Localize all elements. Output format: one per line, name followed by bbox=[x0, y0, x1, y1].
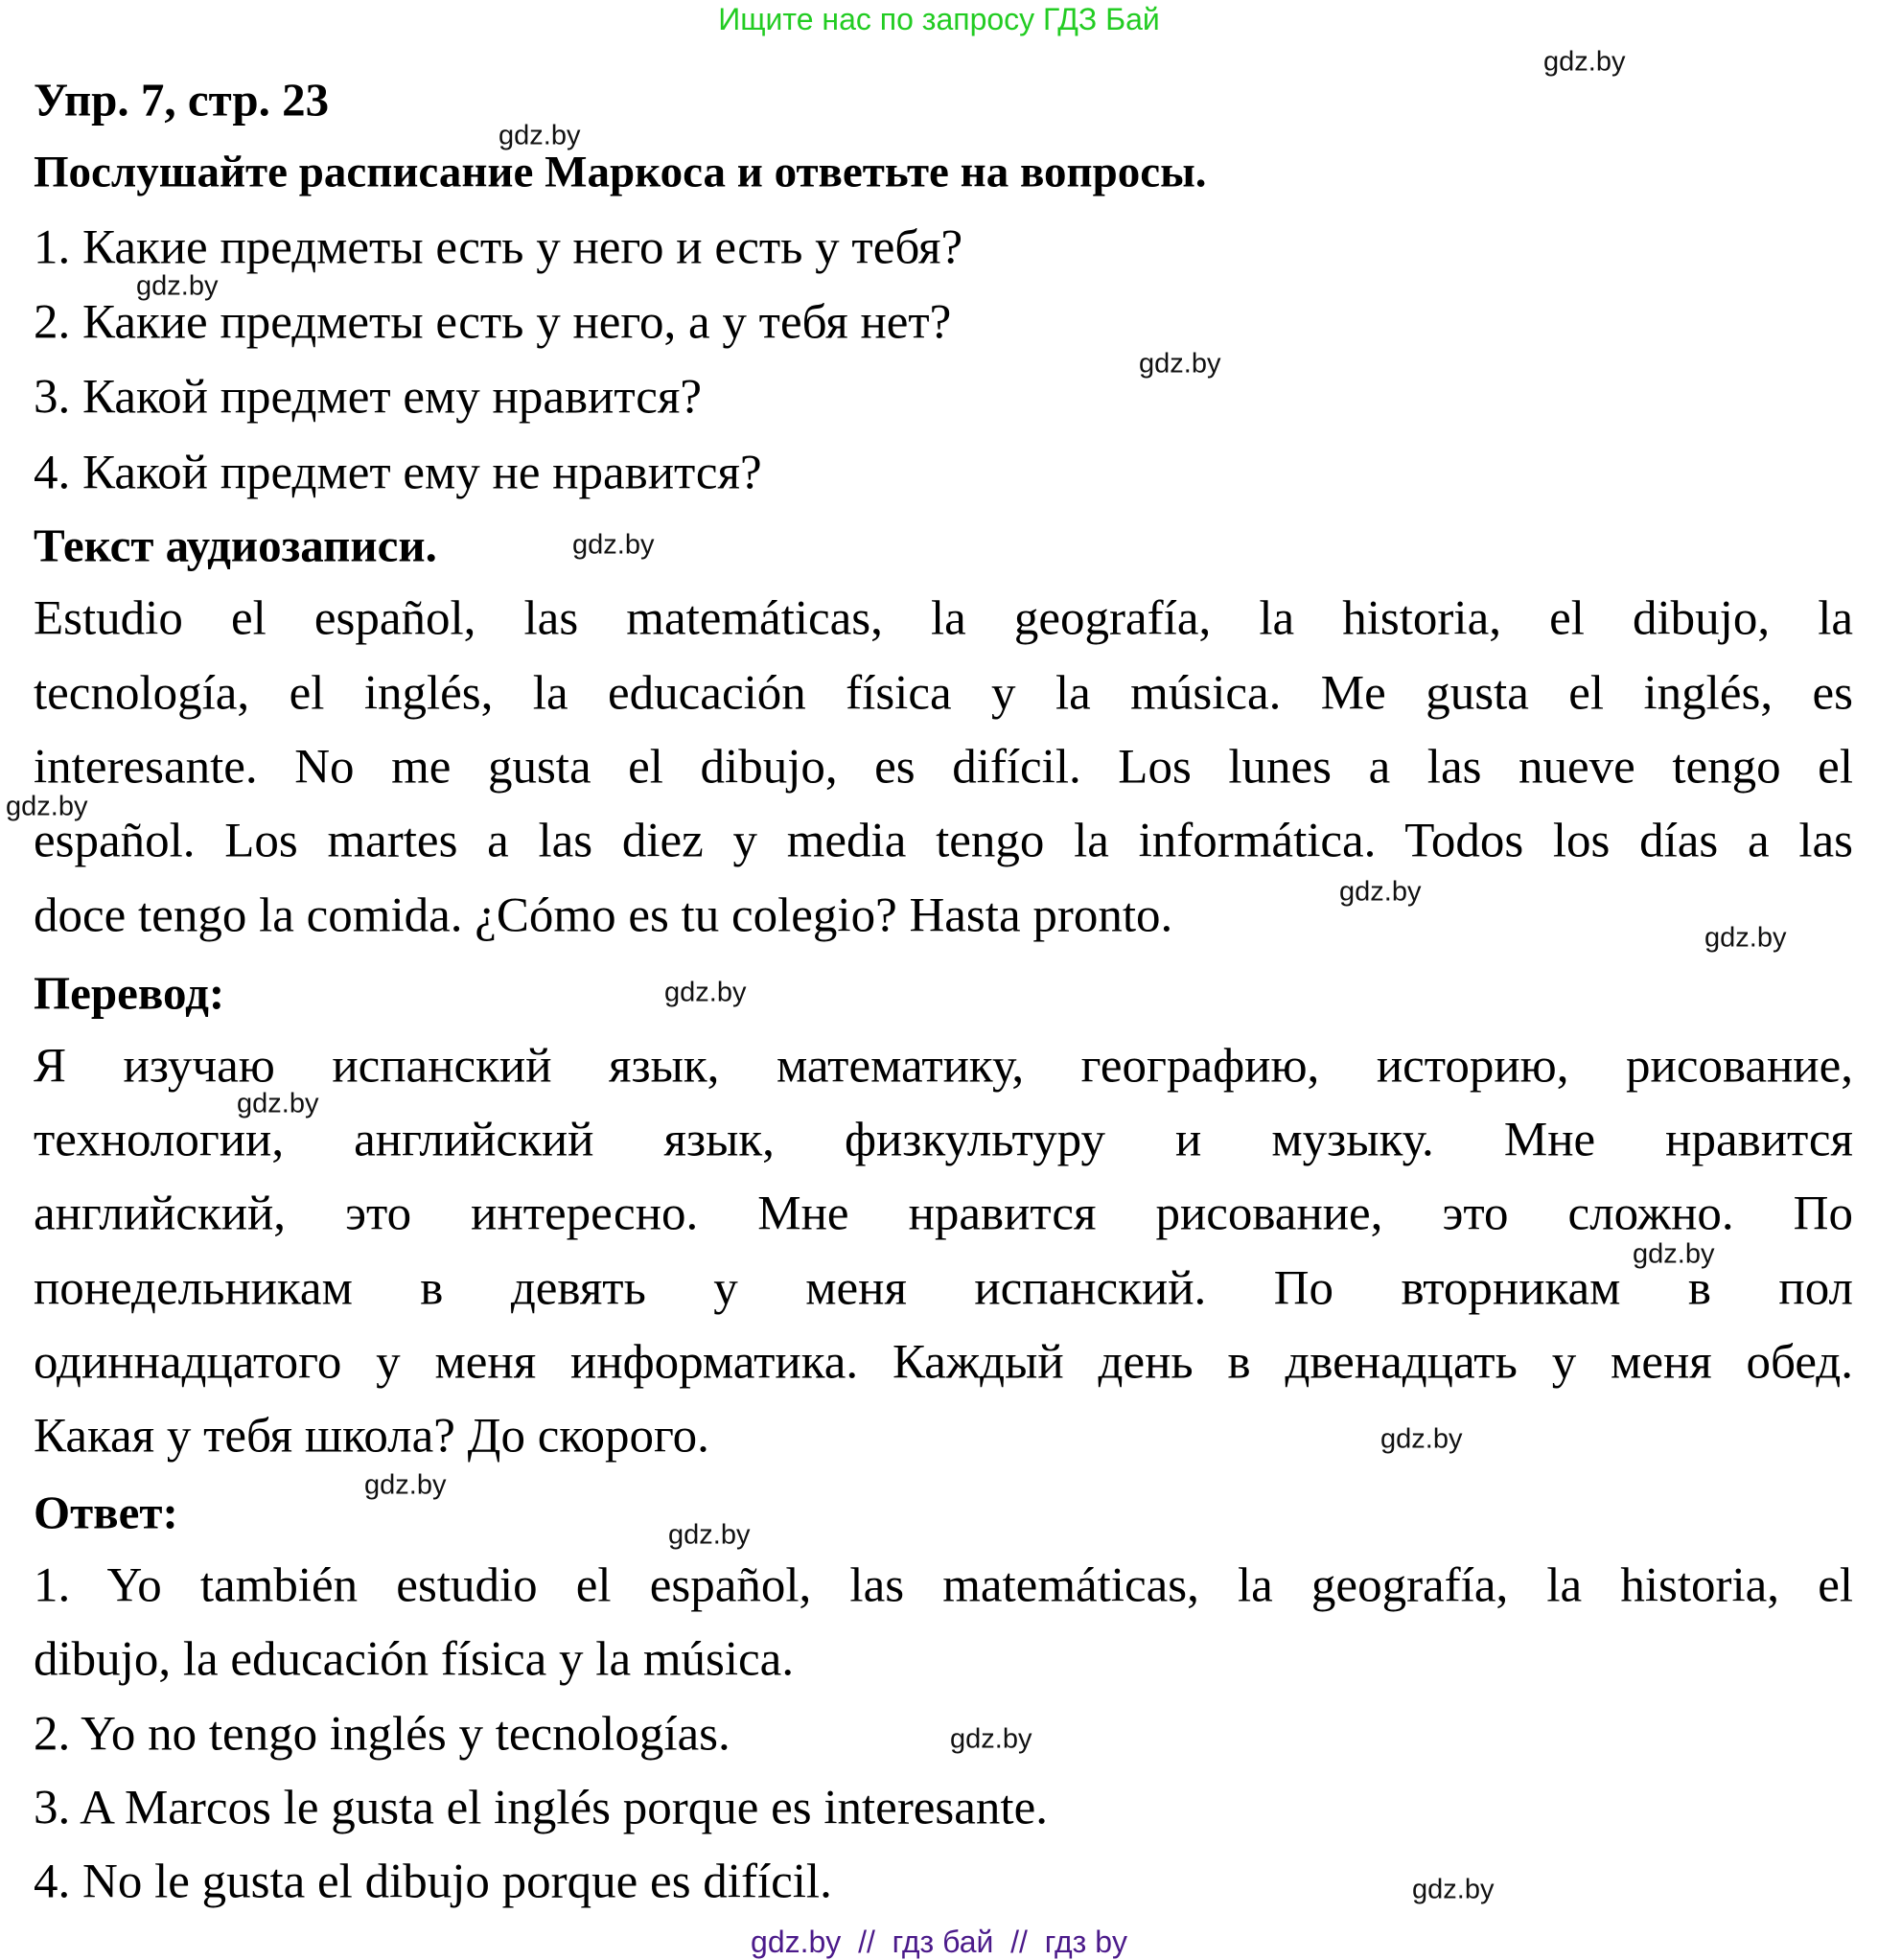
watermark: gdz.by bbox=[1543, 46, 1626, 78]
audio-line: tecnología, el inglés, la educación física y la música. Me gusta el inglés, es bbox=[34, 666, 1853, 721]
watermark: gdz.by bbox=[950, 1723, 1032, 1755]
translation-line: технологии, английский язык, физкультуру и музыку. Мне нравится bbox=[34, 1113, 1853, 1167]
answer-line: 3. A Marcos le gusta el inglés porque es interesante. bbox=[34, 1781, 1048, 1835]
watermark: gdz.by bbox=[664, 977, 747, 1008]
task-instruction: Послушайте расписание Маркоса и ответьте на вопросы. bbox=[34, 147, 1207, 197]
audio-line: español. Los martes a las diez y media tengo la informática. Todos los días a las bbox=[34, 814, 1853, 868]
question-3: 3. Какой предмет ему нравится? bbox=[34, 370, 702, 425]
audio-heading: Текст аудиозаписи. bbox=[34, 519, 437, 572]
question-2: 2. Какие предметы есть у него, а у тебя нет? bbox=[34, 295, 952, 350]
watermark: gdz.by bbox=[498, 120, 581, 151]
answer-line: 2. Yo no tengo inglés y tecnologías. bbox=[34, 1707, 730, 1762]
translation-line: английский, это интересно. Мне нравится рисование, это сложно. По bbox=[34, 1187, 1853, 1241]
watermark: gdz.by bbox=[364, 1469, 447, 1501]
search-banner: Ищите нас по запросу ГДЗ Бай bbox=[718, 2, 1160, 36]
translation-line: Какая у тебя школа? До скорого. bbox=[34, 1409, 709, 1464]
watermark: gdz.by bbox=[1704, 922, 1787, 954]
answer-heading: Ответ: bbox=[34, 1486, 178, 1539]
translation-line: понедельникам в девять у меня испанский. По вторникам в пол bbox=[34, 1261, 1853, 1316]
watermark: gdz.by bbox=[237, 1088, 319, 1119]
audio-line: Estudio el español, las matemáticas, la geografía, la historia, el dibujo, la bbox=[34, 591, 1853, 646]
watermark: gdz.by bbox=[136, 270, 219, 302]
audio-line: doce tengo la comida. ¿Cómo es tu colegio? Hasta pronto. bbox=[34, 888, 1173, 943]
watermark: gdz.by bbox=[1139, 348, 1221, 380]
translation-heading: Перевод: bbox=[34, 966, 225, 1020]
translation-line: Я изучаю испанский язык, математику, географию, историю, рисование, bbox=[34, 1039, 1853, 1094]
footer-links: gdz.by // гдз бай // гдз by bbox=[751, 1925, 1127, 1959]
translation-line: одиннадцатого у меня информатика. Каждый день в двенадцать у меня обед. bbox=[34, 1335, 1853, 1390]
watermark: gdz.by bbox=[668, 1519, 751, 1551]
watermark: gdz.by bbox=[6, 791, 88, 822]
audio-line: interesante. No me gusta el dibujo, es difícil. Los lunes a las nueve tengo el bbox=[34, 740, 1853, 795]
watermark: gdz.by bbox=[1339, 876, 1422, 908]
watermark: gdz.by bbox=[572, 529, 655, 561]
answer-line: 4. No le gusta el dibujo porque es difícil. bbox=[34, 1855, 832, 1909]
exercise-title: Упр. 7, стр. 23 bbox=[34, 73, 330, 127]
watermark: gdz.by bbox=[1633, 1238, 1715, 1270]
answer-line: dibujo, la educación física y la música. bbox=[34, 1632, 795, 1687]
answer-line: 1. Yo también estudio el español, las matemáticas, la geografía, la historia, el bbox=[34, 1558, 1853, 1613]
question-4: 4. Какой предмет ему не нравится? bbox=[34, 446, 762, 500]
watermark: gdz.by bbox=[1412, 1874, 1495, 1905]
question-1: 1. Какие предметы есть у него и есть у тебя? bbox=[34, 220, 963, 275]
watermark: gdz.by bbox=[1380, 1423, 1463, 1455]
